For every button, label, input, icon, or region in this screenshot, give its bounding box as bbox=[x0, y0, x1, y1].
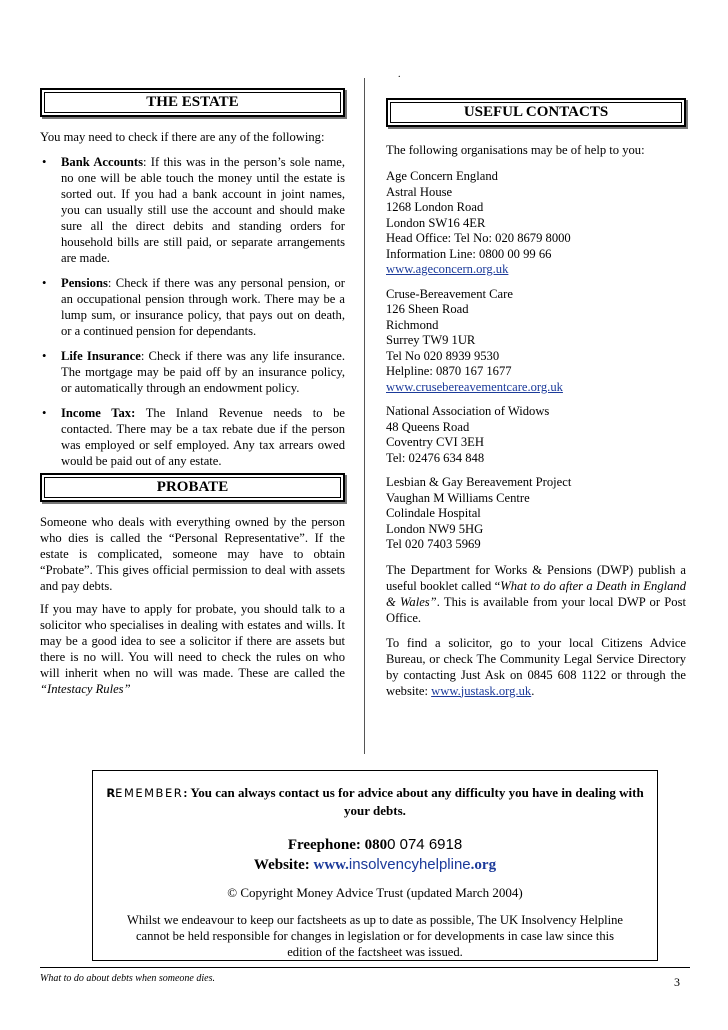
contacts-heading: USEFUL CONTACTS bbox=[390, 102, 682, 123]
contacts-intro: The following organisations may be of help to you: bbox=[386, 143, 645, 157]
intestacy-rules-text: “Intestacy Rules” bbox=[40, 682, 131, 696]
freephone-line bbox=[93, 835, 657, 855]
left-column bbox=[40, 88, 345, 697]
bullet-life-insurance bbox=[40, 348, 345, 396]
contact-line: Richmond bbox=[386, 317, 439, 332]
dwp-text-end: . This is available from your local DWP or Post Office. bbox=[386, 594, 686, 625]
contact-line: 1268 London Road bbox=[386, 200, 484, 214]
contact-line: London SW16 4ER bbox=[386, 215, 486, 230]
contact-line: 126 Sheen Road bbox=[386, 302, 469, 316]
bullet-text: The Inland Revenue needs to be contacted. There may be a tax rebate due if the person was employed or self employed. Any tax arrears owed would be paid out of any estate. bbox=[61, 406, 345, 468]
bullet-label: Bank Accounts bbox=[61, 155, 143, 169]
bullet-pensions bbox=[40, 275, 345, 339]
contact-widows bbox=[386, 404, 686, 466]
contact-line: Information Line: 0800 00 99 66 bbox=[386, 246, 552, 261]
estate-heading-box bbox=[40, 88, 345, 117]
solicitor-end: . bbox=[531, 683, 535, 698]
contact-lgbp bbox=[386, 475, 686, 553]
probate-heading-box bbox=[40, 473, 345, 502]
bullet-dot: • bbox=[42, 406, 47, 420]
reminder-label-first: R bbox=[106, 786, 116, 800]
contacts-heading-box bbox=[386, 98, 686, 127]
contact-line: Coventry CVI 3EH bbox=[386, 435, 484, 449]
reminder-colon: : bbox=[183, 785, 188, 800]
page-number: 3 bbox=[674, 975, 680, 989]
probate-para2-text: If you may have to apply for probate, you should talk to a solicitor who specialises in dealing with estates and wills. It may be a good idea to see a solicitor if there are assets but there is no will. You will need to check the rules on who will inherit when no will was made. These are called the bbox=[40, 602, 345, 680]
bullet-label: Life Insurance bbox=[61, 349, 141, 363]
bullet-dot: • bbox=[42, 349, 47, 363]
contact-line: Lesbian & Gay Bereavement Project bbox=[386, 475, 572, 489]
bullet-dot: • bbox=[42, 155, 47, 169]
probate-paragraph-1: Someone who deals with everything owned by the person who dies is called the “Personal Representative”. If the estate is complicated, someone may have to obtain “Probate”. This gives official permission to deal with assets and pay debts. bbox=[40, 515, 345, 593]
copyright-line: © Copyright Money Advice Trust (updated March 2004) bbox=[227, 885, 523, 900]
website-domain: insolvencyhelpline bbox=[348, 856, 471, 873]
dwp-text-start: The Department for Works & Pensions (DWP) publish a useful booklet called “ bbox=[386, 562, 686, 593]
contact-cruse bbox=[386, 287, 686, 396]
contact-line: Helpline: 0870 167 1677 bbox=[386, 364, 512, 378]
reminder-label-rest: EMEMBER bbox=[115, 786, 184, 800]
justask-link[interactable]: www.justask.org.uk bbox=[431, 683, 532, 698]
probate-heading: PROBATE bbox=[44, 477, 341, 498]
bullet-label: Pensions bbox=[61, 276, 108, 290]
reminder-heading bbox=[93, 784, 657, 819]
contact-line: Head Office: Tel No: 020 8679 8000 bbox=[386, 231, 571, 245]
contact-line: Tel: 02476 634 848 bbox=[386, 450, 485, 465]
insolvency-helpline-link[interactable] bbox=[313, 857, 496, 873]
website-www: www. bbox=[313, 857, 349, 873]
footer-rule bbox=[40, 967, 690, 968]
contact-line: Vaughan M Williams Centre bbox=[386, 490, 530, 505]
estate-heading: THE ESTATE bbox=[44, 92, 341, 113]
contact-line: Tel No 020 8939 9530 bbox=[386, 348, 500, 363]
bullet-bank-accounts bbox=[40, 154, 345, 266]
dwp-booklet-title: What to do after a Death in England & Wales” bbox=[386, 578, 687, 609]
bullet-income-tax bbox=[40, 405, 345, 469]
probate-paragraph-2 bbox=[40, 601, 345, 697]
website-label: Website: bbox=[253, 857, 314, 873]
bullet-text: : Check if there was any life insurance. The mortgage may be paid off by an insurance policy, or automatically through an endowment policy. bbox=[61, 349, 345, 395]
footer-title: What to do about debts when someone dies. bbox=[40, 973, 215, 984]
bullet-text: : Check if there was any personal pension, or an occupational pension through work. There may be a lump sum, or insurance policy, that pays out on death, or a continued pension for dependants. bbox=[61, 276, 345, 338]
column-divider bbox=[364, 78, 365, 754]
contact-line: Astral House bbox=[386, 184, 453, 199]
contact-line: 48 Queens Road bbox=[386, 419, 470, 434]
bullet-dot: • bbox=[42, 276, 47, 290]
contact-line: Tel 020 7403 5969 bbox=[386, 537, 481, 551]
cruse-link[interactable]: www.crusebereavementcare.org.uk bbox=[386, 379, 563, 394]
reminder-box bbox=[92, 770, 658, 961]
reminder-label bbox=[106, 786, 183, 800]
dwp-paragraph bbox=[386, 562, 686, 626]
contact-line: Colindale Hospital bbox=[386, 506, 481, 520]
contact-line: Cruse-Bereavement Care bbox=[386, 286, 513, 301]
stray-dot: . bbox=[398, 69, 401, 80]
right-column bbox=[386, 74, 686, 699]
solicitor-text: To find a solicitor, go to your local Citizens Advice Bureau, or check The Community Legal Service Directory by contacting Just Ask on 0845 608 1122 or through the website: bbox=[386, 635, 686, 698]
estate-intro: You may need to check if there are any of the following: bbox=[40, 130, 325, 144]
age-concern-link[interactable]: www.ageconcern.org.uk bbox=[386, 262, 509, 276]
contact-line: National Association of Widows bbox=[386, 404, 550, 418]
website-line bbox=[93, 855, 657, 875]
bullet-label: Income Tax: bbox=[61, 406, 136, 420]
bullet-text: : If this was in the person’s sole name, no one will be able touch the money until the estate is sorted out. If you had a bank account in joint names, you can usually still use the account and should make sure all the direct debits and standing orders for household bills are still paid, or separate arrangements are made. bbox=[61, 155, 345, 265]
reminder-text: You can always contact us for advice about any difficulty you have in dealing with your debts. bbox=[187, 785, 644, 818]
freephone-number: 0 074 6918 bbox=[387, 836, 463, 853]
website-tld: .org bbox=[470, 857, 497, 873]
contact-line: Age Concern England bbox=[386, 169, 498, 183]
freephone-label: Freephone: 080 bbox=[287, 837, 388, 853]
contact-line: London NW9 5HG bbox=[386, 521, 484, 536]
disclaimer-text: Whilst we endeavour to keep our factsheets as up to date as possible, The UK Insolvency Helpline cannot be held responsible for changes in legislation or for developments in case law since this edition of the factsheet was issued. bbox=[126, 913, 624, 959]
contact-line: Surrey TW9 1UR bbox=[386, 333, 476, 347]
contact-age-concern bbox=[386, 169, 686, 278]
solicitor-paragraph bbox=[386, 635, 686, 699]
estate-bullet-list bbox=[40, 154, 345, 469]
